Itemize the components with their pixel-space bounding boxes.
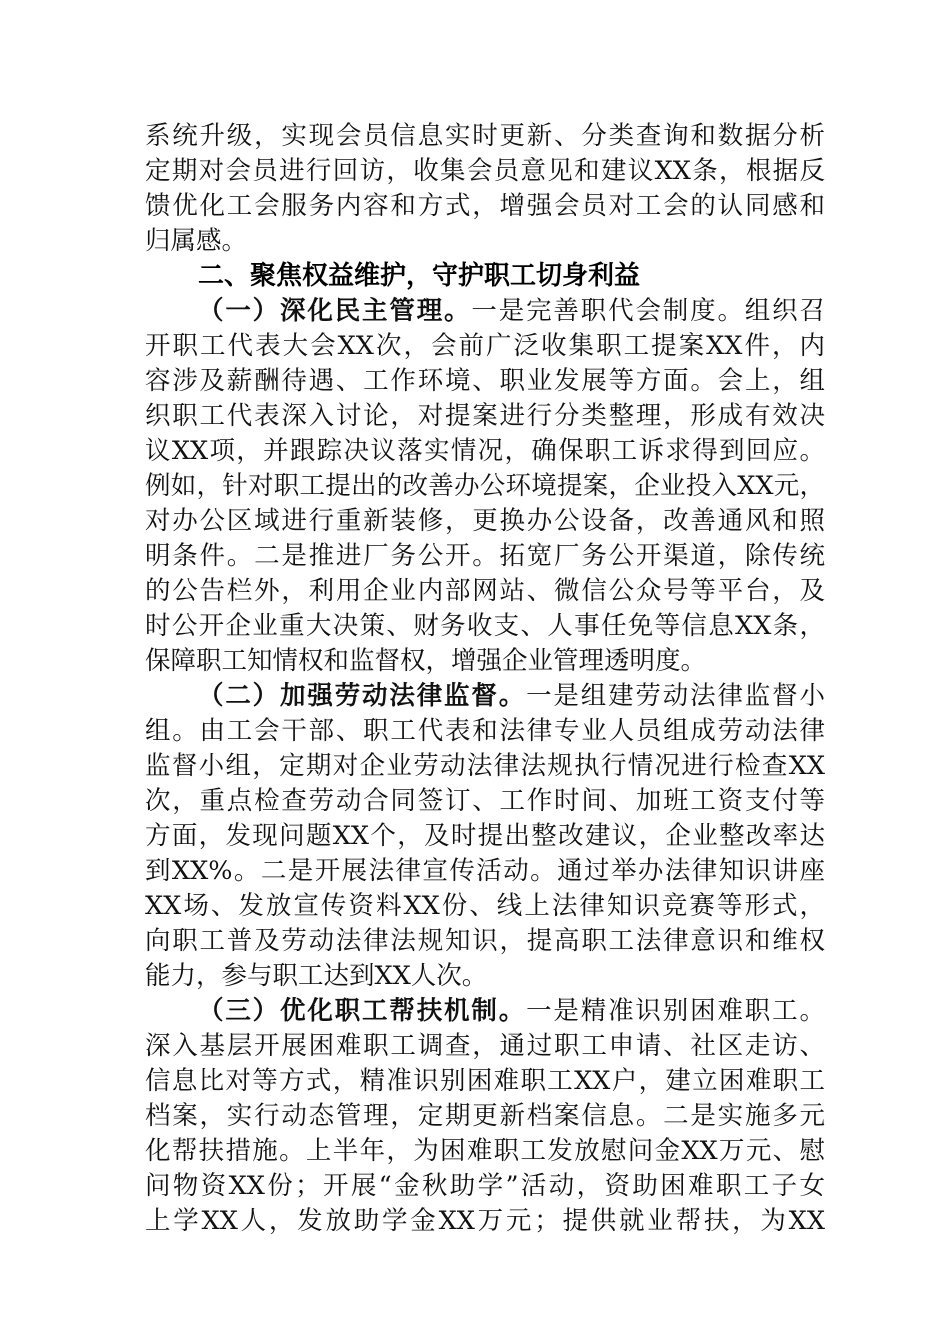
paragraph-line: 化帮扶措施。上半年，为困难职工发放慰问金XX万元、慰: [145, 1136, 825, 1166]
subsection-text: 一是完善职代会制度。组织召: [471, 296, 825, 326]
paragraph-line: 档案，实行动态管理，定期更新档案信息。二是实施多元: [145, 1101, 825, 1131]
paragraph-line: 能力，参与职工达到XX人次。: [145, 961, 488, 991]
paragraph-line: 织职工代表深入讨论，对提案进行分类整理，形成有效决: [145, 401, 825, 431]
paragraph-line: 对办公区域进行重新装修，更换办公设备，改善通风和照: [145, 506, 825, 536]
subsection-text: 一是组建劳动法律监督小: [526, 681, 825, 711]
paragraph-line: 上学XX人，发放助学金XX万元；提供就业帮扶，为XX: [145, 1206, 825, 1236]
paragraph-line: 例如，针对职工提出的改善办公环境提案，企业投入XX元，: [145, 471, 825, 501]
paragraph-line: 时公开企业重大决策、财务收支、人事任免等信息XX条，: [145, 611, 825, 641]
paragraph-line: 问物资XX份；开展“金秋助学”活动，资助困难职工子女: [145, 1171, 825, 1201]
paragraph-line: 信息比对等方式，精准识别困难职工XX户，建立困难职工: [145, 1066, 825, 1096]
paragraph-line: 的公告栏外，利用企业内部网站、微信公众号等平台，及: [145, 576, 825, 606]
paragraph-line: 深入基层开展困难职工调查，通过职工申请、社区走访、: [145, 1031, 825, 1061]
section-heading: 二、聚焦权益维护，守护职工切身利益: [198, 261, 641, 291]
paragraph-line: 次，重点检查劳动合同签订、工作时间、加班工资支付等: [145, 786, 825, 816]
subsection-text: 一是精准识别困难职工。: [526, 996, 825, 1026]
subsection-line: [198, 681, 825, 711]
paragraph-line: 系统升级，实现会员信息实时更新、分类查询和数据分析: [145, 121, 825, 151]
subheading-3: （三）优化职工帮扶机制。: [198, 996, 527, 1026]
paragraph-line: 到XX%。二是开展法律宣传活动。通过举办法律知识讲座: [145, 856, 825, 886]
paragraph-line: 监督小组，定期对企业劳动法律法规执行情况进行检查XX: [145, 751, 825, 781]
subheading-2: （二）加强劳动法律监督。: [198, 681, 527, 711]
subheading-1: （一）深化民主管理。: [198, 296, 472, 326]
paragraph-line: XX场、发放宣传资料XX份、线上法律知识竞赛等形式，: [145, 891, 825, 921]
paragraph-line: 开职工代表大会XX次，会前广泛收集职工提案XX件，内: [145, 331, 825, 361]
paragraph-line: 明条件。二是推进厂务公开。拓宽厂务公开渠道，除传统: [145, 541, 825, 571]
paragraph-line: 保障职工知情权和监督权，增强企业管理透明度。: [145, 646, 707, 676]
paragraph-line: 归属感。: [145, 226, 248, 256]
paragraph-line: 向职工普及劳动法律法规知识，提高职工法律意识和维权: [145, 926, 825, 956]
subsection-line: [198, 996, 825, 1026]
paragraph-line: 组。由工会干部、职工代表和法律专业人员组成劳动法律: [145, 716, 825, 746]
paragraph-line: 定期对会员进行回访，收集会员意见和建议XX条，根据反: [145, 156, 825, 186]
paragraph-line: 容涉及薪酬待遇、工作环境、职业发展等方面。会上，组: [145, 366, 825, 396]
subsection-line: [198, 296, 825, 326]
paragraph-line: 议XX项，并跟踪决议落实情况，确保职工诉求得到回应。: [145, 436, 825, 466]
paragraph-line: 方面，发现问题XX个，及时提出整改建议，企业整改率达: [145, 821, 825, 851]
paragraph-line: 馈优化工会服务内容和方式，增强会员对工会的认同感和: [145, 191, 825, 221]
